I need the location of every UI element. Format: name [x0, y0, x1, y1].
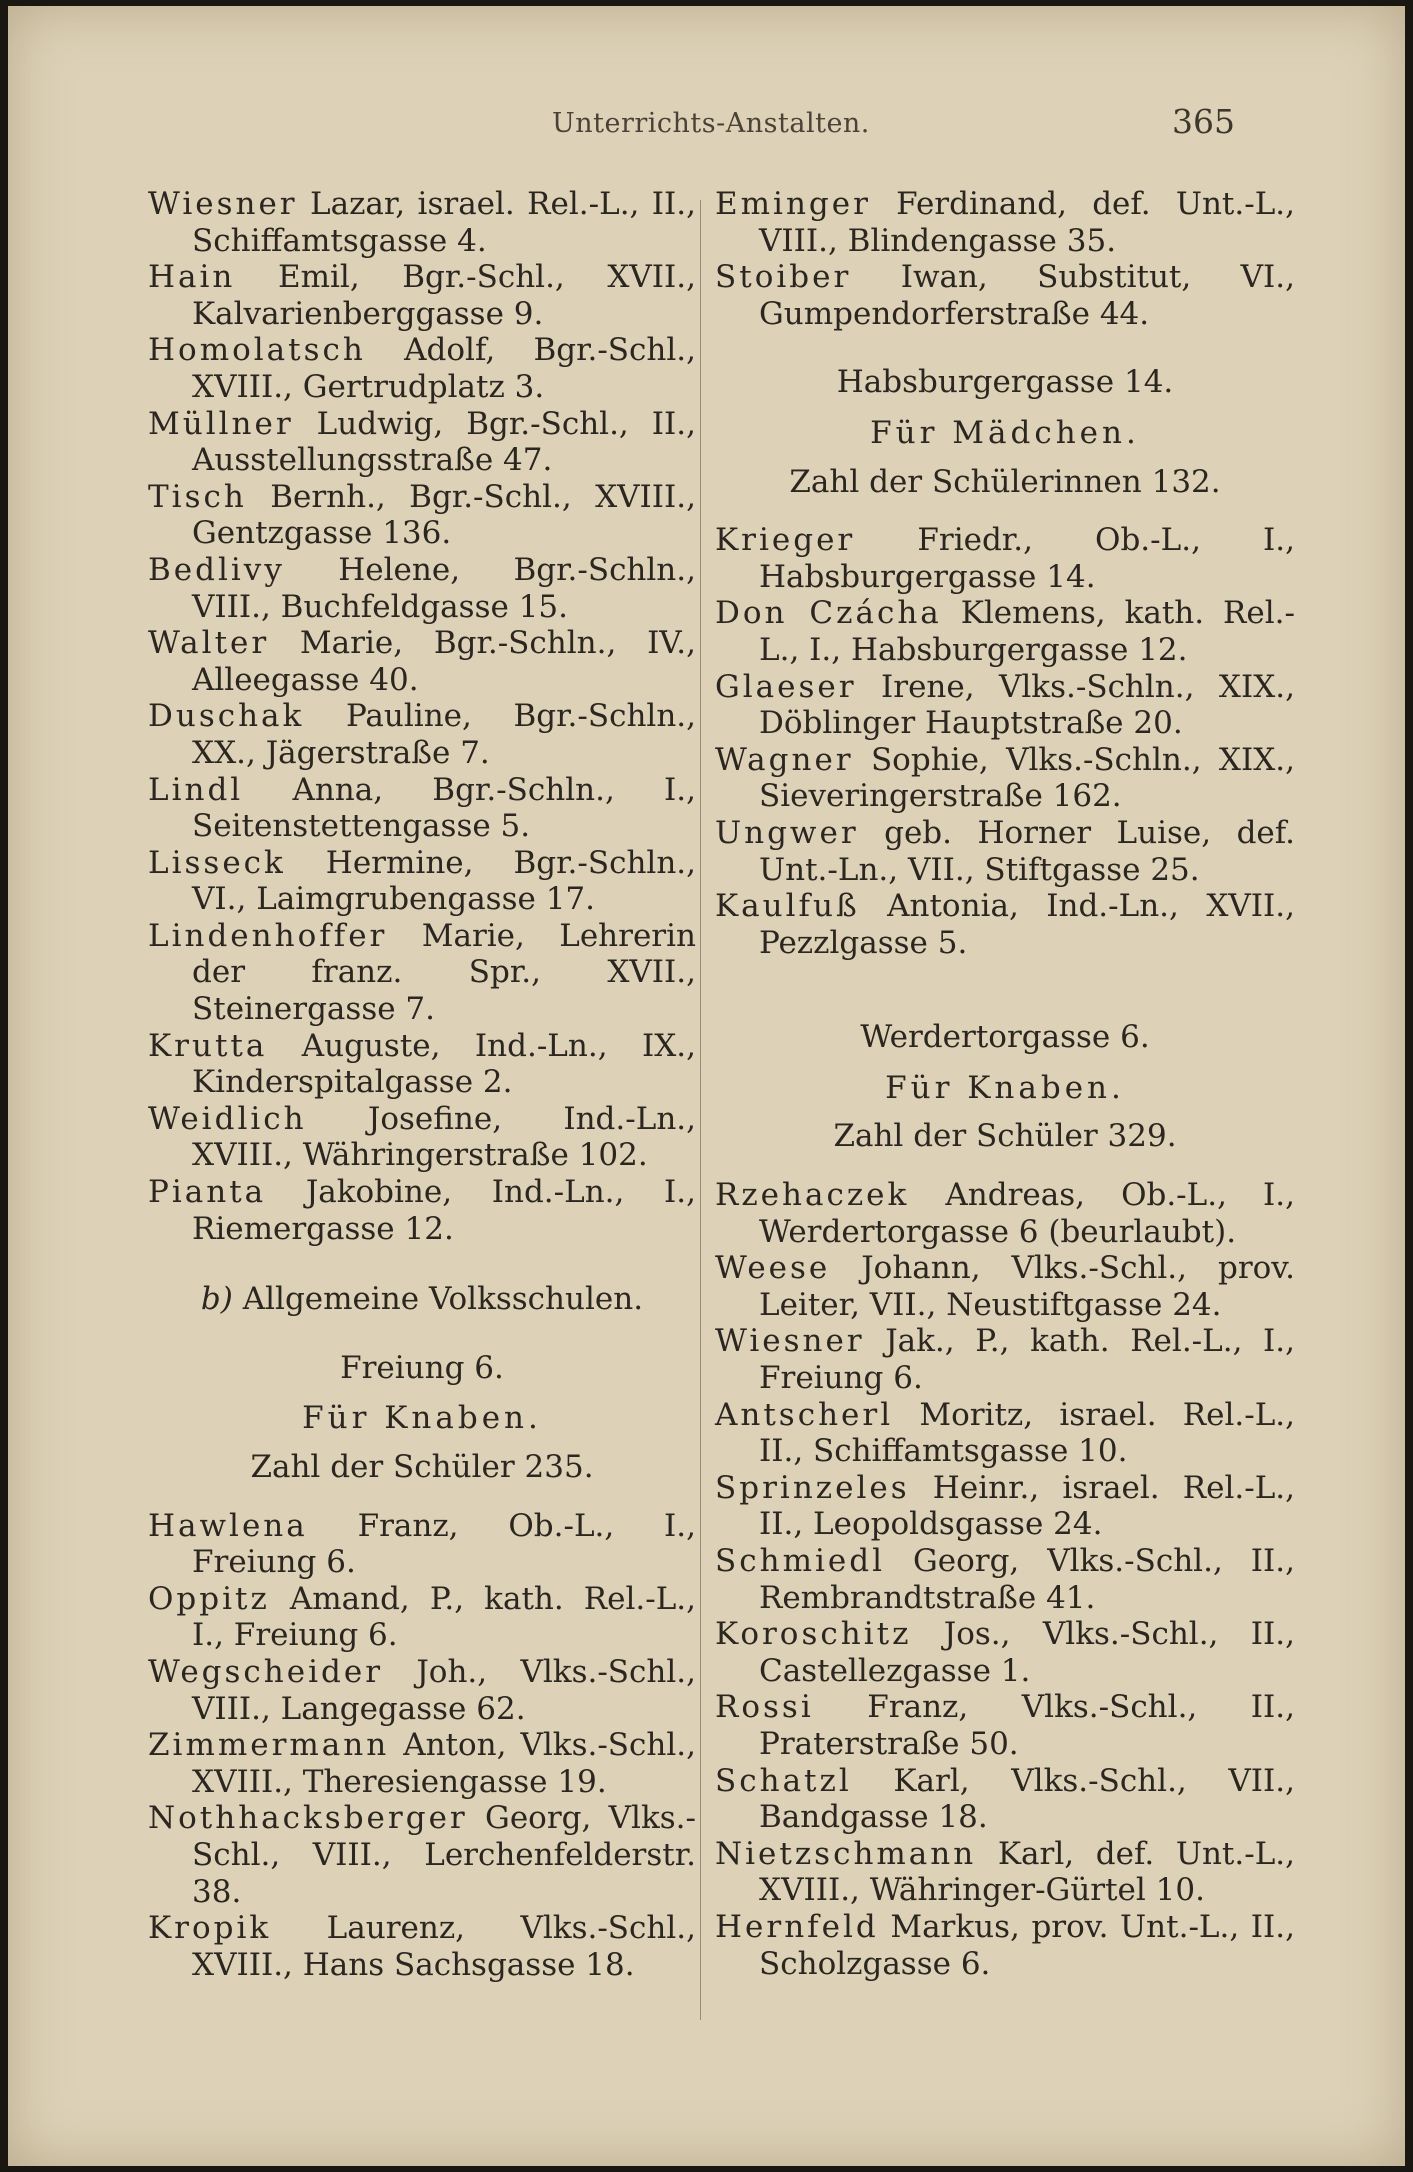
entry-details: Marie, Lehrerin der franz. Spr., XVII., Steinergasse 7.	[192, 917, 696, 1028]
entry-details: Georg, Vlks.-Schl., VIII., Lerchenfelderstr. 38.	[192, 1800, 696, 1910]
directory-entry	[715, 1323, 1295, 1396]
directory-entry	[148, 1028, 696, 1101]
page-number: 365	[1172, 102, 1235, 141]
pupil-count: Zahl der Schüler 235.	[250, 1449, 594, 1485]
left-entries-bottom	[148, 1508, 696, 1984]
entry-surname: Wiesner	[715, 1323, 865, 1360]
entry-details: Anna, Bgr.-Schln., I., Seitenstettengasse 5.	[192, 771, 696, 845]
directory-entry	[148, 479, 696, 552]
entry-surname: Kaulfuß	[715, 888, 860, 925]
entry-surname: Weidlich	[148, 1100, 307, 1137]
directory-entry	[148, 918, 696, 1028]
entry-surname: Walter	[148, 625, 270, 662]
entry-details: Joh., Vlks.-Schl., VIII., Langegasse 62.	[192, 1653, 696, 1727]
entry-surname: Eminger	[715, 186, 871, 222]
entry-surname: Lisseck	[148, 844, 286, 881]
directory-entry	[148, 186, 696, 259]
school-heading: Freiung 6.	[340, 1349, 504, 1386]
entry-details: Karl, Vlks.-Schl., VII., Bandgasse 18.	[759, 1762, 1295, 1836]
directory-entry	[148, 845, 696, 918]
entry-details: Amand, P., kath. Rel.-L., I., Freiung 6.	[192, 1580, 696, 1654]
right-column	[715, 186, 1295, 1982]
entry-surname: Rzehaczek	[715, 1177, 910, 1214]
entry-details: Friedr., Ob.-L., I., Habsburgergasse 14.	[759, 522, 1295, 595]
school-1-entries	[715, 522, 1295, 961]
school-heading: Werdertorgasse 6.	[860, 1019, 1150, 1056]
entry-surname: Wegscheider	[148, 1653, 384, 1690]
left-entries-top	[148, 186, 696, 1247]
directory-entry	[148, 772, 696, 845]
entry-surname: Homolatsch	[148, 332, 366, 369]
entry-surname: Schmiedl	[715, 1543, 885, 1579]
entry-surname: Hernfeld	[715, 1908, 879, 1945]
entry-details: Anton, Vlks.-Schl., XVIII., Theresiengasse 19.	[192, 1727, 696, 1800]
school-heading: Habsburgergasse 14.	[836, 364, 1174, 401]
directory-entry	[148, 332, 696, 405]
entry-surname: Don Czácha	[715, 595, 942, 632]
left-column	[148, 186, 696, 1983]
directory-entry	[715, 1836, 1295, 1909]
entry-surname: Hain	[148, 259, 236, 296]
entry-surname: Weese	[715, 1250, 831, 1287]
entry-surname: Krutta	[148, 1027, 268, 1064]
entry-surname: Hawlena	[148, 1507, 308, 1544]
entry-details: geb. Horner Luise, def. Unt.-Ln., VII., Stiftgasse 25.	[759, 814, 1295, 888]
right-entries-top	[715, 186, 1295, 332]
pupil-count: Zahl der Schülerinnen 132.	[789, 463, 1221, 500]
entry-surname: Bedlivy	[148, 551, 285, 588]
directory-entry	[148, 1800, 696, 1910]
running-title: Unterrichts-Anstalten.	[552, 108, 870, 139]
school-2-entries	[715, 1177, 1295, 1982]
directory-entry	[715, 742, 1295, 815]
entry-details: Jos., Vlks.-Schl., II., Castellezgasse 1.	[759, 1616, 1295, 1689]
directory-entry	[715, 1909, 1295, 1982]
running-head	[0, 102, 1413, 148]
directory-entry	[715, 186, 1295, 259]
entry-details: Iwan, Substitut, VI., Gumpendorferstraße 44.	[759, 259, 1295, 332]
entry-details: Hermine, Bgr.-Schln., VI., Laimgrubengasse 17.	[192, 844, 696, 918]
directory-entry	[715, 1250, 1295, 1323]
entry-surname: Oppitz	[148, 1580, 270, 1617]
entry-details: Adolf, Bgr.-Schl., XVIII., Gertrudplatz 3.	[192, 332, 696, 405]
directory-entry	[148, 1508, 696, 1581]
entry-details: Georg, Vlks.-Schl., II., Rembrandtstraße 41.	[759, 1543, 1295, 1616]
entry-surname: Pianta	[148, 1174, 267, 1211]
entry-surname: Müllner	[148, 405, 294, 442]
entry-surname: Duschak	[148, 698, 305, 735]
entry-surname: Wiesner	[148, 186, 298, 222]
entry-surname: Nietzschmann	[715, 1835, 977, 1872]
entry-details: Sophie, Vlks.-Schln., XIX., Sieveringerstraße 162.	[759, 741, 1295, 815]
entry-details: Markus, prov. Unt.-L., II., Scholzgasse 6.	[759, 1908, 1295, 1982]
directory-entry	[715, 1689, 1295, 1762]
entry-details: Karl, def. Unt.-L., XVIII., Währinger-Gürtel 10.	[759, 1835, 1295, 1909]
entry-surname: Wagner	[715, 741, 854, 778]
entry-details: Antonia, Ind.-Ln., XVII., Pezzlgasse 5.	[759, 888, 1295, 961]
entry-surname: Schatzl	[715, 1762, 852, 1799]
section-letter: b)	[200, 1281, 233, 1318]
directory-entry	[715, 1543, 1295, 1616]
entry-details: Johann, Vlks.-Schl., prov. Leiter, VII., Neustiftgasse 24.	[759, 1250, 1295, 1323]
entry-surname: Sprinzeles	[715, 1469, 910, 1506]
directory-entry	[148, 1654, 696, 1727]
directory-entry	[715, 1763, 1295, 1836]
directory-entry	[715, 669, 1295, 742]
entry-details: Helene, Bgr.-Schln., VIII., Buchfeldgasse 15.	[192, 551, 696, 625]
school-type: Für Mädchen.	[870, 414, 1140, 451]
directory-entry	[715, 595, 1295, 668]
entry-surname: Lindl	[148, 771, 244, 808]
entry-details: Emil, Bgr.-Schl., XVII., Kalvarienberggasse 9.	[192, 259, 696, 332]
entry-details: Auguste, Ind.-Ln., IX., Kinderspitalgasse 2.	[192, 1027, 696, 1101]
section-heading	[148, 1281, 696, 1318]
entry-details: Klemens, kath. Rel.-L., I., Habsburgergasse 12.	[759, 595, 1295, 668]
entry-surname: Rossi	[715, 1689, 814, 1726]
directory-entry	[148, 698, 696, 771]
column-divider	[700, 200, 701, 2020]
directory-entry	[715, 522, 1295, 595]
directory-entry	[715, 259, 1295, 332]
directory-entry	[148, 1581, 696, 1654]
entry-details: Heinr., israel. Rel.-L., II., Leopoldsgasse 24.	[759, 1469, 1295, 1543]
entry-details: Irene, Vlks.-Schln., XIX., Döblinger Hauptstraße 20.	[759, 668, 1295, 742]
directory-entry	[715, 1470, 1295, 1543]
directory-entry	[715, 888, 1295, 961]
entry-details: Laurenz, Vlks.-Schl., XVIII., Hans Sachsgasse 18.	[192, 1910, 696, 1983]
directory-entry	[148, 625, 696, 698]
entry-details: Josefine, Ind.-Ln., XVIII., Währingerstraße 102.	[192, 1100, 696, 1174]
entry-details: Franz, Vlks.-Schl., II., Praterstraße 50.	[759, 1689, 1295, 1762]
entry-details: Jakobine, Ind.-Ln., I., Riemergasse 12.	[192, 1174, 696, 1247]
entry-surname: Antscherl	[715, 1396, 894, 1433]
entry-surname: Ungwer	[715, 814, 859, 851]
entry-details: Franz, Ob.-L., I., Freiung 6.	[192, 1507, 696, 1581]
entry-surname: Tisch	[148, 478, 247, 515]
school-type: Für Knaben.	[302, 1400, 542, 1437]
entry-details: Andreas, Ob.-L., I., Werdertorgasse 6 (beurlaubt).	[759, 1177, 1295, 1250]
directory-entry	[148, 552, 696, 625]
directory-entry	[148, 259, 696, 332]
directory-entry	[148, 406, 696, 479]
entry-surname: Kropik	[148, 1910, 272, 1947]
entry-surname: Nothhacksberger	[148, 1800, 468, 1837]
school-type: Für Knaben.	[885, 1069, 1125, 1106]
entry-details: Marie, Bgr.-Schln., IV., Alleegasse 40.	[192, 625, 696, 698]
directory-entry	[148, 1910, 696, 1983]
section-title: Allgemeine Volksschulen.	[232, 1281, 644, 1318]
directory-entry	[715, 815, 1295, 888]
entry-surname: Glaeser	[715, 668, 857, 705]
directory-entry	[148, 1101, 696, 1174]
directory-entry	[715, 1397, 1295, 1470]
entry-details: Moritz, israel. Rel.-L., II., Schiffamtsgasse 10.	[759, 1396, 1295, 1470]
entry-surname: Stoiber	[715, 259, 852, 296]
pupil-count: Zahl der Schüler 329.	[833, 1118, 1177, 1155]
directory-entry	[715, 1616, 1295, 1689]
entry-details: Ludwig, Bgr.-Schl., II., Ausstellungsstraße 47.	[192, 405, 696, 479]
entry-details: Pauline, Bgr.-Schln., XX., Jägerstraße 7.	[192, 698, 696, 771]
entry-surname: Krieger	[715, 522, 856, 559]
directory-entry	[148, 1174, 696, 1247]
entry-surname: Zimmermann	[148, 1727, 390, 1764]
entry-surname: Koroschitz	[715, 1616, 912, 1653]
entry-details: Ferdinand, def. Unt.-L., VIII., Blindengasse 35.	[759, 186, 1295, 259]
entry-details: Jak., P., kath. Rel.-L., I., Freiung 6.	[759, 1323, 1295, 1397]
entry-surname: Lindenhoffer	[148, 917, 388, 954]
entry-details: Bernh., Bgr.-Schl., XVIII., Gentzgasse 136.	[192, 478, 696, 552]
directory-entry	[715, 1177, 1295, 1250]
directory-entry	[148, 1727, 696, 1800]
entry-details: Lazar, israel. Rel.-L., II., Schiffamtsgasse 4.	[192, 186, 696, 259]
